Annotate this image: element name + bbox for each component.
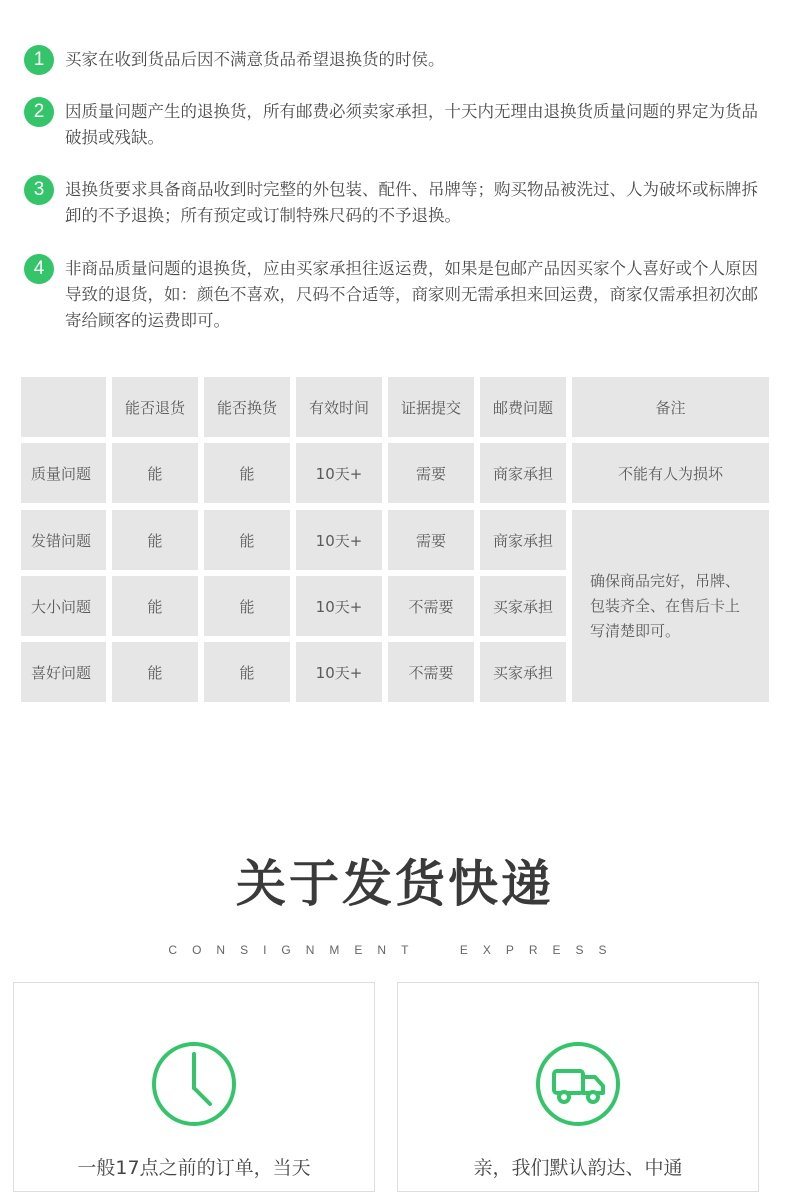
table-header-cell: 邮费问题 [480, 377, 566, 437]
table-header-cell: 证据提交 [388, 377, 474, 437]
return-policy-table [21, 377, 769, 702]
table-cell: 能 [204, 576, 290, 636]
table-cell: 10天+ [296, 642, 382, 702]
table-note-quality: 不能有人为损坏 [572, 443, 769, 503]
table-cell: 商家承担 [480, 510, 566, 570]
rule-number-badge: 3 [24, 175, 54, 205]
table-cell: 能 [112, 642, 198, 702]
table-note-merged: 确保商品完好，吊牌、包装齐全、在售后卡上写清楚即可。 [572, 510, 769, 702]
rule-text: 买家在收到货品后因不满意货品希望退换货的时侯。 [65, 50, 445, 69]
table-cell: 10天+ [296, 443, 382, 503]
rule-number-badge: 1 [24, 45, 54, 75]
truck-icon [535, 1041, 621, 1127]
table-header-cell: 备注 [572, 377, 769, 437]
shipping-time-card [13, 982, 375, 1192]
table-header-empty [21, 377, 106, 437]
table-row-label: 质量问题 [21, 443, 106, 503]
table-row-label: 喜好问题 [21, 642, 106, 702]
rule-text: 退换货要求具备商品收到时完整的外包装、配件、吊牌等；购买物品被洗过、人为破坏或标牌拆卸的不予退换；所有预定或订制特殊尺码的不予退换。 [65, 180, 758, 225]
section-title: 关于发货快递 [236, 855, 554, 913]
card-text: 一般17点之前的订单，当天 [77, 1157, 311, 1179]
table-cell: 买家承担 [480, 642, 566, 702]
section-subtitle: CONSIGNMENT EXPRESS [168, 943, 622, 957]
table-cell: 需要 [388, 510, 474, 570]
table-cell: 不需要 [388, 576, 474, 636]
table-cell: 买家承担 [480, 576, 566, 636]
table-header-cell: 能否退货 [112, 377, 198, 437]
table-cell: 能 [112, 576, 198, 636]
table-row-label: 发错问题 [21, 510, 106, 570]
table-cell: 不需要 [388, 642, 474, 702]
table-row-label: 大小问题 [21, 576, 106, 636]
table-cell: 商家承担 [480, 443, 566, 503]
table-cell: 需要 [388, 443, 474, 503]
rule-text: 因质量问题产生的退换货，所有邮费必须卖家承担，十天内无理由退换货质量问题的界定为货品破损或残缺。 [65, 102, 758, 147]
rule-text: 非商品质量问题的退换货，应由买家承担往返运费，如果是包邮产品因买家个人喜好或个人原因导致的退货，如：颜色不喜欢，尺码不合适等，商家则无需承担来回运费，商家仅需承担初次邮寄给顾客的运费即可。 [65, 259, 758, 330]
table-cell: 10天+ [296, 576, 382, 636]
rule-number-badge: 4 [24, 254, 54, 284]
card-text: 亲，我们默认韵达、中通 [473, 1157, 683, 1179]
rule-number-badge: 2 [24, 97, 54, 127]
table-cell: 能 [112, 510, 198, 570]
table-cell: 能 [112, 443, 198, 503]
clock-icon [151, 1041, 237, 1127]
table-cell: 能 [204, 510, 290, 570]
table-header-cell: 有效时间 [296, 377, 382, 437]
table-cell: 能 [204, 642, 290, 702]
courier-card [397, 982, 759, 1192]
table-cell: 能 [204, 443, 290, 503]
table-cell: 10天+ [296, 510, 382, 570]
table-header-cell: 能否换货 [204, 377, 290, 437]
